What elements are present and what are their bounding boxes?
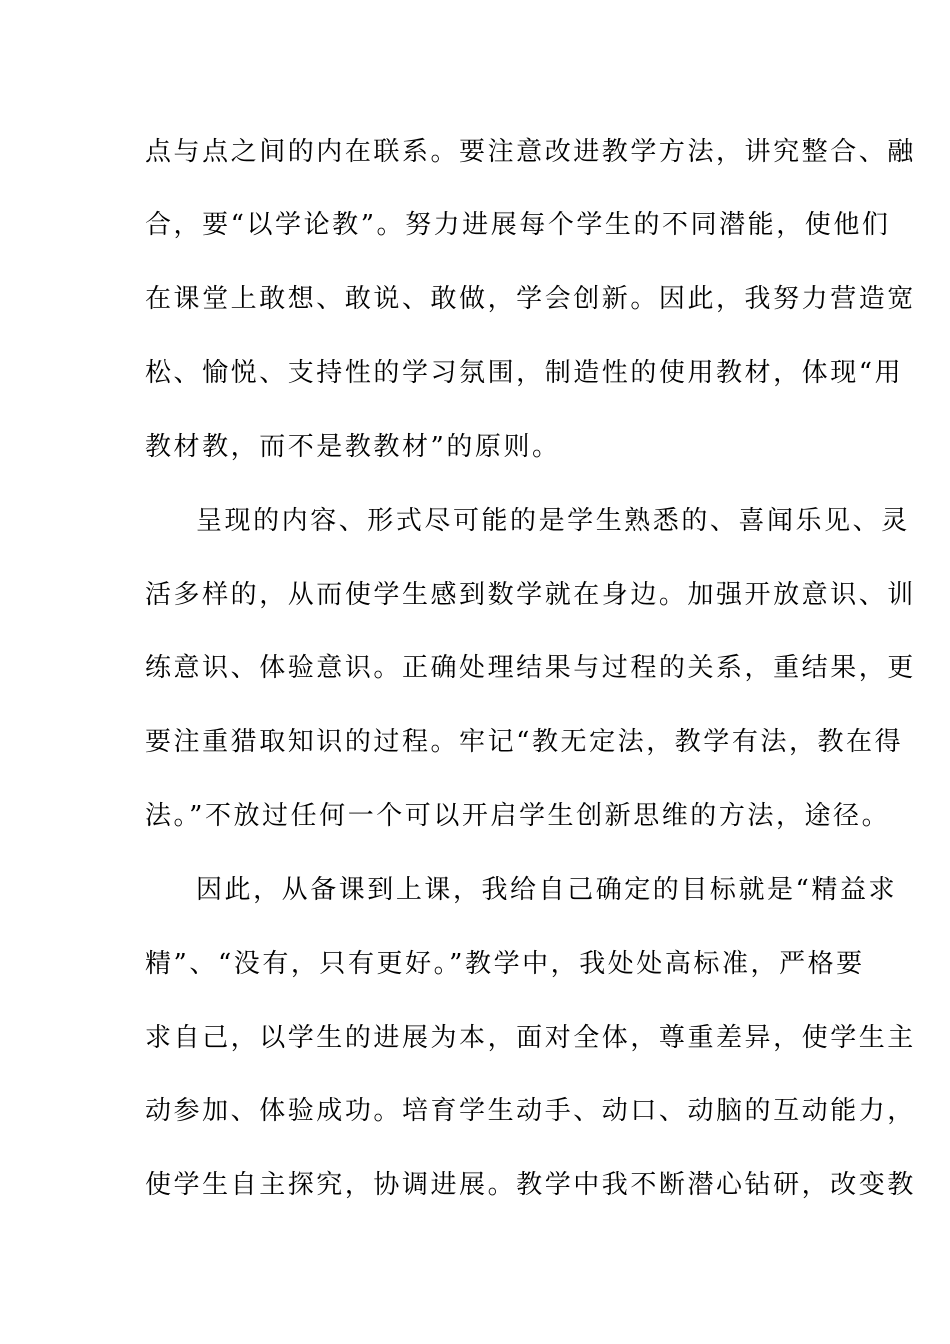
text-line: 求自己，以学生的进展为本，面对全体，尊重差异，使学生主 <box>145 1023 916 1053</box>
text-line: 点与点之间的内在联系。要注意改进教学方法，讲究整合、融 <box>145 137 916 167</box>
text-line: 合，要“以学论教”。努力进展每个学生的不同潜能，使他们 <box>145 210 891 240</box>
text-line: 松、愉悦、支持性的学习氛围，制造性的使用教材，体现“用 <box>145 358 904 388</box>
paragraph-first-line: 因此，从备课到上课，我给自己确定的目标就是“精益求 <box>196 875 898 905</box>
text-line: 精”、“没有，只有更好。”教学中，我处处高标准，严格要 <box>145 949 865 979</box>
paragraph-first-line: 呈现的内容、形式尽可能的是学生熟悉的、喜闻乐见、灵 <box>196 506 910 536</box>
text-line: 要注重猎取知识的过程。牢记“教无定法，教学有法，教在得 <box>145 727 904 757</box>
text-line: 教材教，而不是教教材”的原则。 <box>145 432 561 462</box>
text-line: 在课堂上敢想、敢说、敢做，学会创新。因此，我努力营造宽 <box>145 284 916 314</box>
text-line: 法。”不放过任何一个可以开启学生创新思维的方法，途径。 <box>145 801 891 831</box>
text-line: 动参加、体验成功。培育学生动手、动口、动脑的互动能力， <box>145 1096 916 1126</box>
text-line: 活多样的，从而使学生感到数学就在身边。加强开放意识、训 <box>145 580 916 610</box>
text-line: 使学生自主探究，协调进展。教学中我不断潜心钻研，改变教 <box>145 1170 916 1200</box>
text-line: 练意识、体验意识。正确处理结果与过程的关系，重结果，更 <box>145 653 916 683</box>
